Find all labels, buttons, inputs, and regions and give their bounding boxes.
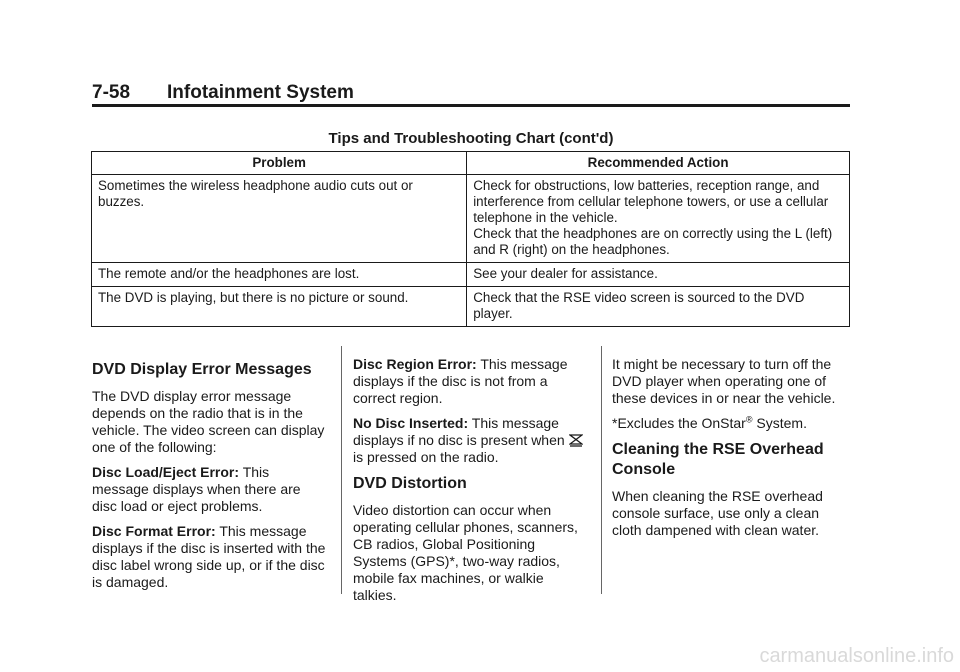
turnoff-paragraph: It might be necessary to turn off the DVD player when operating one of these devices in or near the vehicle. xyxy=(612,356,836,406)
action-cell xyxy=(467,287,850,327)
problem-cell: The remote and/or the headphones are lost. xyxy=(92,263,467,287)
error-item xyxy=(92,523,326,591)
distortion-paragraph: Video distortion can occur when operating cellular phones, scanners, CB radios, Global Positioning Systems (GPS)*, two-way radios, mobile fax machines, or walkie talkies. xyxy=(353,502,578,603)
error-label: Disc Region Error: xyxy=(353,356,477,372)
heading-dvd-display-errors: DVD Display Error Messages xyxy=(92,361,312,378)
watermark-text: carmanualsonline.info xyxy=(759,645,954,667)
column-divider xyxy=(601,346,602,594)
section-title: Infotainment System xyxy=(167,82,354,103)
error-label: Disc Load/Eject Error: xyxy=(92,464,240,480)
column-right xyxy=(612,356,846,547)
column-left xyxy=(92,356,326,599)
column-header-action: Recommended Action xyxy=(467,152,850,175)
column-middle xyxy=(353,356,587,612)
action-cell xyxy=(467,175,850,263)
action-cell xyxy=(467,263,850,287)
action-text: Check that the headphones are on correctly using the L (left) and R (right) on the headphones. xyxy=(473,226,833,257)
error-item xyxy=(92,464,326,515)
excludes-text: *Excludes the OnStar xyxy=(612,415,746,431)
heading-dvd-distortion: DVD Distortion xyxy=(353,475,467,492)
table-row xyxy=(92,175,850,263)
heading-cleaning: Cleaning the RSE Overhead Console xyxy=(612,441,824,478)
table-row xyxy=(92,287,850,327)
action-text: Check that the RSE video screen is sourced to the DVD player. xyxy=(473,290,805,321)
error-item xyxy=(353,356,587,407)
table-row xyxy=(92,263,850,287)
error-text-after: is pressed on the radio. xyxy=(353,449,499,465)
problem-cell: Sometimes the wireless headphone audio cuts out or buzzes. xyxy=(92,175,467,263)
action-text: Check for obstructions, low batteries, reception range, and interference from cellular telephone towers, or use a cellular telephone in the vehicle. xyxy=(473,178,829,225)
chart-title: Tips and Troubleshooting Chart (cont'd) xyxy=(328,130,614,147)
error-text: This message displays if the disc is inserted with the disc label wrong side up, or if the disc is damaged. xyxy=(92,523,326,590)
excludes-note xyxy=(612,415,846,432)
column-divider xyxy=(341,346,342,594)
intro-paragraph: The DVD display error message depends on the radio that is in the vehicle. The video screen can display one of the following: xyxy=(92,388,325,455)
registered-mark: ® xyxy=(745,414,753,425)
error-label: No Disc Inserted: xyxy=(353,415,469,431)
error-label: Disc Format Error: xyxy=(92,523,216,539)
eject-icon xyxy=(569,433,583,447)
cleaning-paragraph: When cleaning the RSE overhead console surface, use only a clean cloth dampened with clean water. xyxy=(612,488,823,538)
error-text: This message displays if no disc is present when xyxy=(353,415,565,448)
troubleshooting-table xyxy=(91,151,850,327)
error-text: This message displays if the disc is not from a correct region. xyxy=(353,356,568,406)
error-text: This message displays when there are disc load or eject problems. xyxy=(92,464,301,514)
page-header xyxy=(92,82,850,107)
problem-cell: The DVD is playing, but there is no picture or sound. xyxy=(92,287,467,327)
column-header-problem: Problem xyxy=(92,152,467,175)
action-text: See your dealer for assistance. xyxy=(473,266,658,281)
excludes-text-end: System. xyxy=(752,415,807,431)
page-number: 7-58 xyxy=(92,82,131,103)
table-header-row xyxy=(92,152,850,175)
error-item xyxy=(353,415,587,466)
